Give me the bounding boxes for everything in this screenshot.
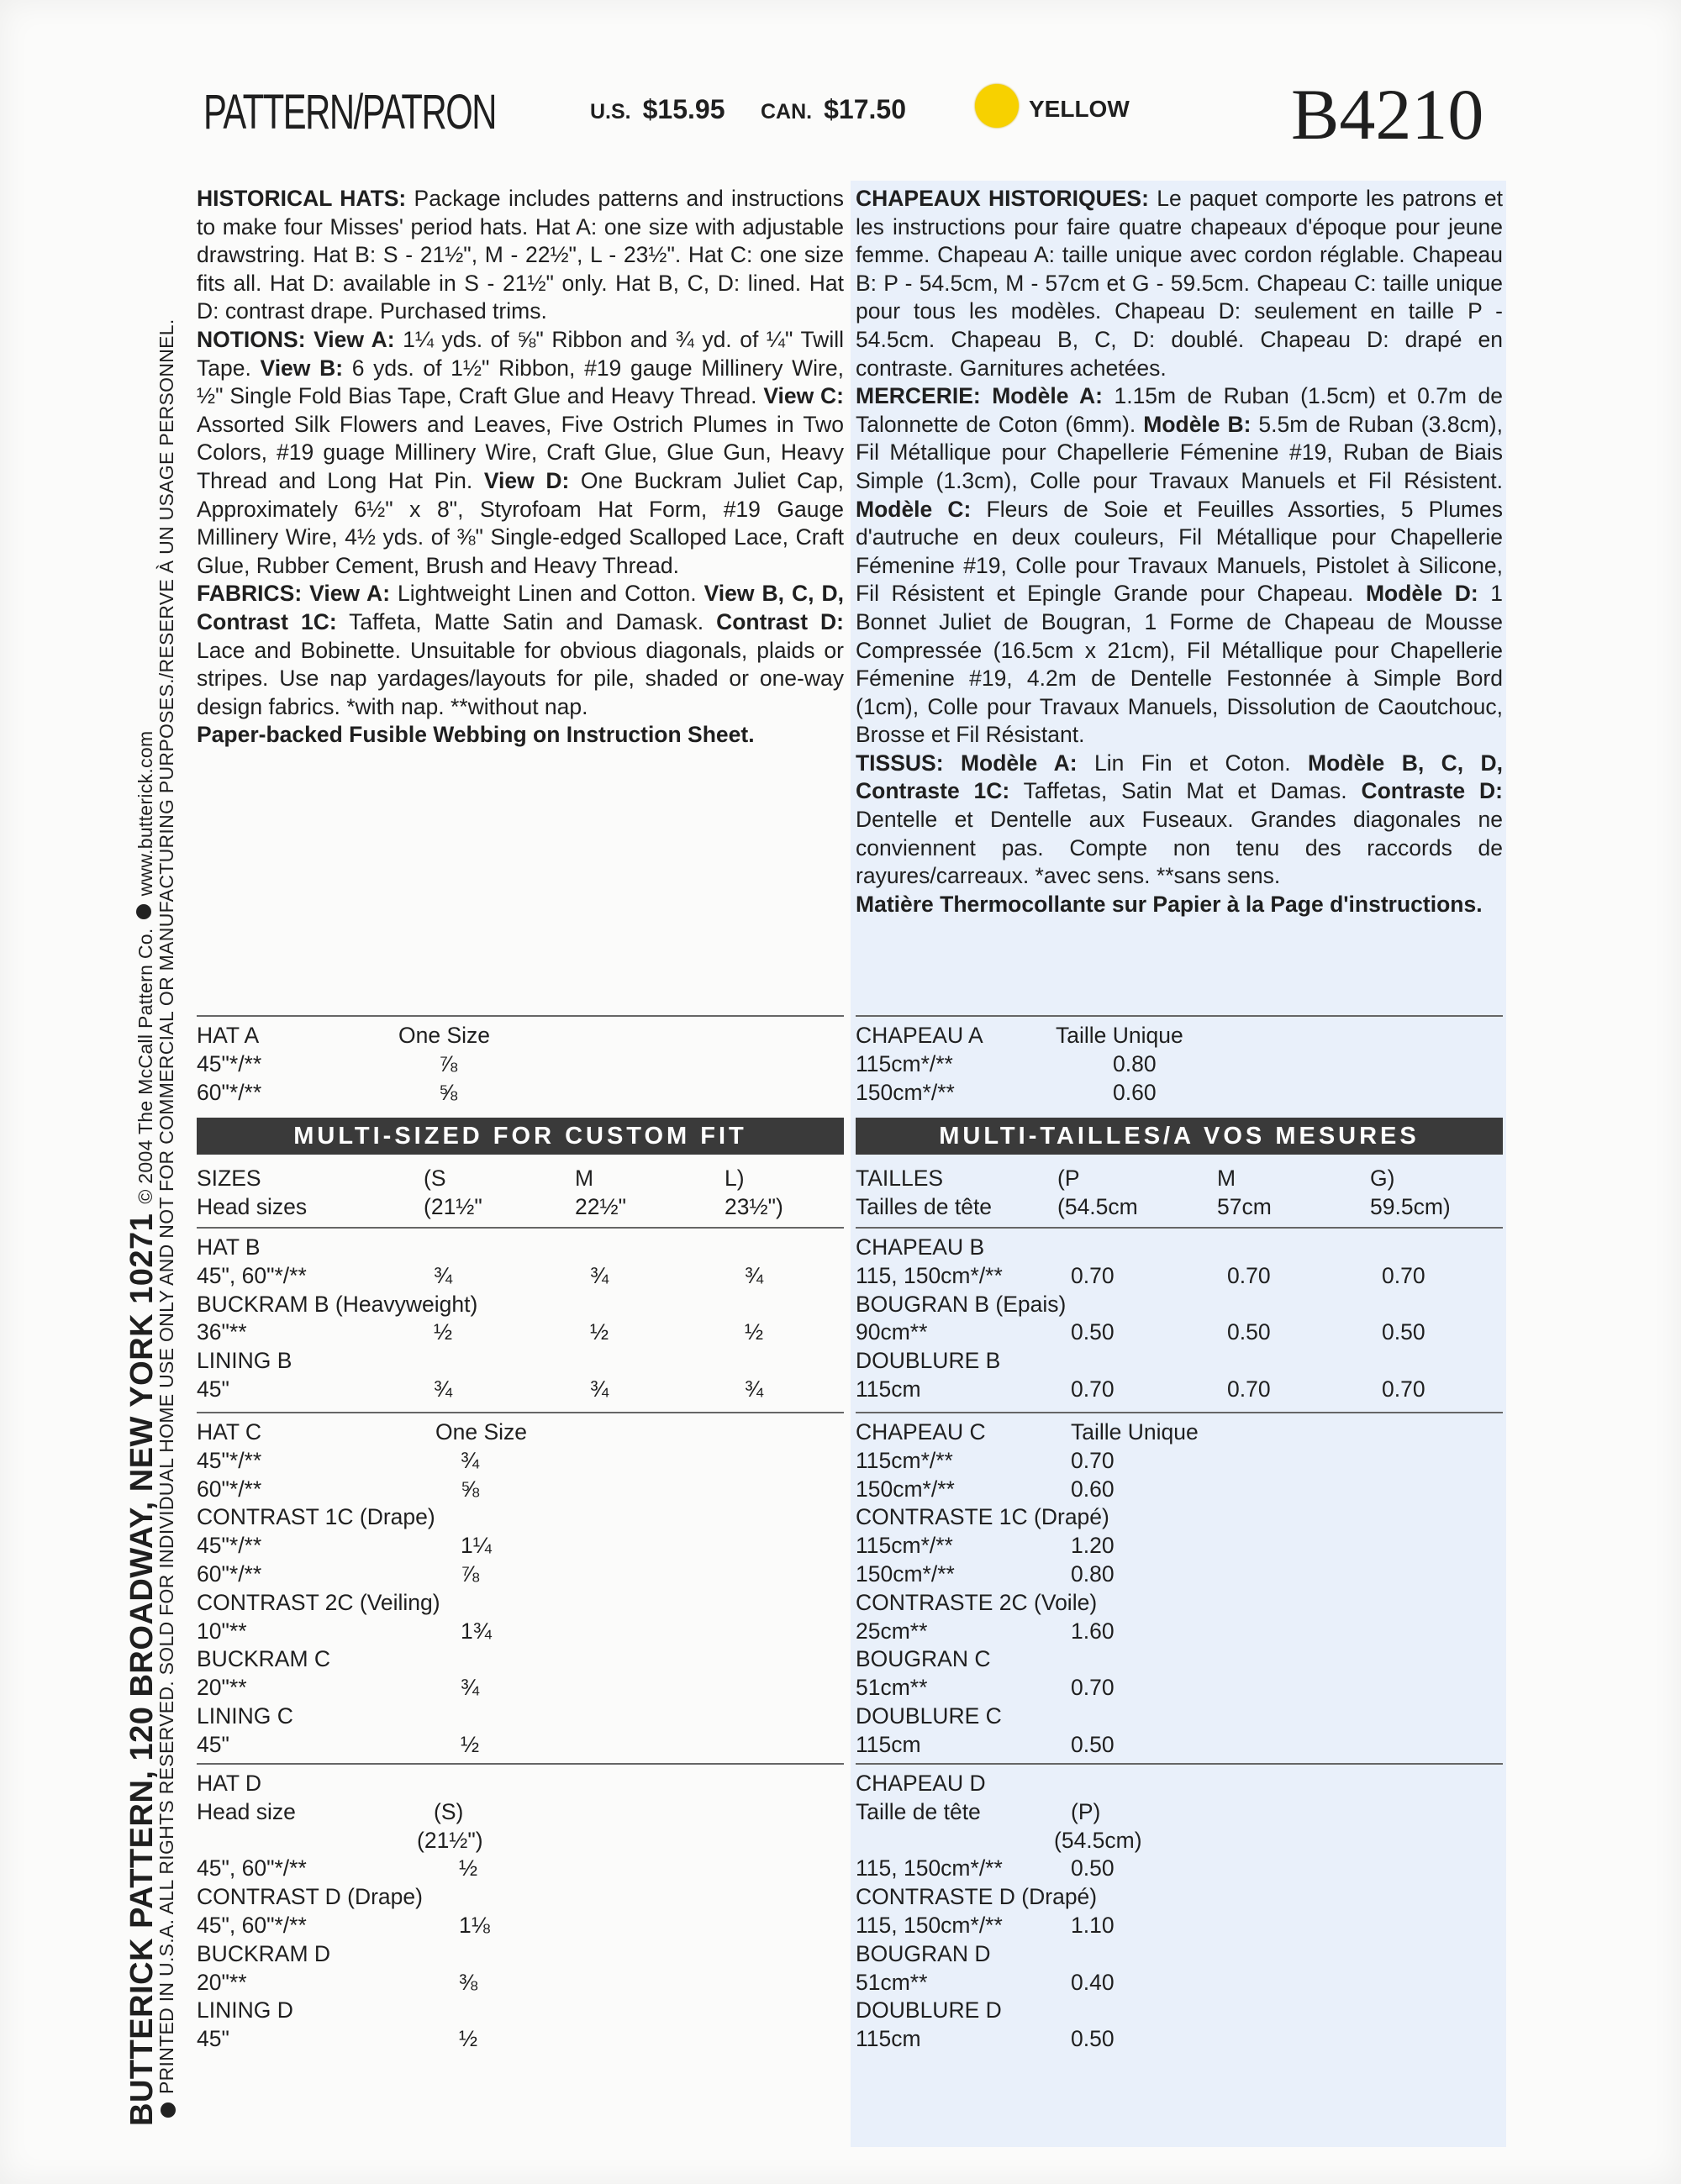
row-label: TAILLES — [856, 1166, 944, 1191]
row-value: ⅝ — [461, 1476, 480, 1502]
row-label: 60"*/** — [197, 1560, 262, 1587]
row-label: 115cm*/** — [856, 1533, 953, 1559]
side-legal — [155, 318, 178, 2126]
multi-tailles-band: MULTI-TAILLES/A VOS MESURES — [856, 1118, 1503, 1155]
english-description — [197, 185, 844, 750]
bullet-icon — [161, 2102, 176, 2118]
divider — [856, 1227, 1503, 1229]
row-value: Taille Unique — [1071, 1419, 1199, 1445]
row-label: 51cm** — [856, 1675, 928, 1701]
row-label: 45", 60"*/** — [197, 1855, 307, 1881]
row-value: 0.60 — [1113, 1079, 1157, 1105]
row-label: 45" — [197, 1731, 229, 1757]
row-value: (P) — [1071, 1798, 1101, 1824]
divider — [856, 1412, 1503, 1413]
thermocollante-note: Matière Thermocollante sur Papier à la Page d'instructions. — [856, 891, 1483, 917]
row-label: BOUGRAN B (Epais) — [856, 1291, 1067, 1317]
row-label: BOUGRAN D — [856, 1940, 991, 1966]
row-label: BOUGRAN C — [856, 1646, 991, 1672]
fabrics-paragraph: FABRICS: View A: Lightweight Linen and Cotton. View B, C, D, Contrast 1C: Taffeta, Matte Satin and Damask. Contrast D: Lace and Bobinette. Unsuitable for obvious diagonals, plaids or stripes. Use nap yardages/layouts for pile, shaded or one-way design fabrics. *with nap. **without nap. — [197, 581, 844, 719]
row-label: BUCKRAM B (Heavyweight) — [197, 1291, 478, 1317]
row-value: ¾ — [590, 1262, 609, 1288]
row-label: DOUBLURE B — [856, 1348, 1001, 1374]
row-value: ⅝ — [439, 1079, 458, 1105]
bullet-icon — [136, 904, 151, 919]
row-label: 150cm*/** — [856, 1476, 955, 1502]
row-value: ½ — [745, 1319, 764, 1345]
row-value: 1¾ — [461, 1618, 492, 1644]
row-value: ¾ — [745, 1376, 764, 1402]
row-label: 45"*/** — [197, 1447, 262, 1473]
side-url[interactable]: www.butterick.com — [134, 730, 156, 897]
row-value: G) — [1370, 1166, 1395, 1191]
row-label: 25cm** — [856, 1618, 928, 1644]
row-value: ¾ — [745, 1262, 764, 1288]
row-label: Head sizes — [197, 1193, 308, 1219]
row-label: 45" — [197, 1376, 229, 1402]
row-label: 60"*/** — [197, 1476, 262, 1502]
row-value: 1¼ — [461, 1533, 492, 1559]
color-name: YELLOW — [1029, 96, 1130, 122]
row-label: HAT D — [197, 1771, 262, 1796]
row-value: 0.50 — [1071, 1319, 1115, 1345]
row-label: BUCKRAM D — [197, 1940, 331, 1966]
row-label: 45", 60"*/** — [197, 1262, 307, 1288]
row-label: BUCKRAM C — [197, 1646, 331, 1672]
row-value: ⅞ — [439, 1050, 458, 1076]
us-price-value: $15.95 — [642, 94, 725, 124]
row-label: Head size — [197, 1798, 296, 1824]
row-label: CHAPEAU C — [856, 1419, 986, 1445]
row-label: CONTRASTE 2C (Voile) — [856, 1589, 1098, 1615]
historical-hats-paragraph: HISTORICAL HATS: Package includes patterns and instructions to make four Misses' period hats. Hat A: one size with adjustable drawstring. Hat B: S - 21½", M - 22½", L - 23½". Hat C: one size fits all. Hat D: available in S - 21½" only. Hat B, C, D: lined. Hat D: contrast drape. Purchased trims. — [197, 186, 844, 324]
mercerie-paragraph: MERCERIE: Modèle A: 1.15m de Ruban (1.5cm) et 0.7m de Talonnette de Coton (6mm). Modèle B: 5.5m de Ruban (3.8cm), Fil Métallique pour Chapellerie Fémenine #19, Ruban de Biais Simple (1.3cm), Colle pour Travaux Manuels et Fil Résistent. Modèle C: Fleurs de Soie et Feuilles Assorties, 5 Plumes d'autruche en deux couleurs, Fil Métallique pour Chapellerie Fémenine #19, Colle pour Travaux Manuels, Pistolet à Silicone, Fil Résistent et Epingle Grande pour Chapeau. Modèle D: 1 Bonnet Juliet de Bougran, 1 Forme de Chapeau de Mousse Compressée (16.5cm x 21cm), Fil Métallique pour Chapellerie Fémenine #19, 4.2m de Dentelle Festonnée à Simple Bord (1cm), Colle pour Travaux Manuels, Dissolution de Caoutchouc, Brosse et Fil Résistant. — [856, 383, 1503, 748]
row-label: 90cm** — [856, 1319, 928, 1345]
row-label: 51cm** — [856, 1969, 928, 1995]
row-value: Taille Unique — [1056, 1023, 1183, 1048]
side-address-text: BUTTERICK PATTERN, 120 BROADWAY, NEW YORK 10271 — [124, 1213, 160, 2126]
row-value: ¾ — [461, 1675, 480, 1701]
row-label: CHAPEAU D — [856, 1771, 986, 1796]
row-value: 22½" — [575, 1193, 626, 1219]
us-price — [590, 94, 725, 125]
row-label: 60"*/** — [197, 1079, 262, 1105]
divider — [197, 1412, 844, 1413]
row-label: 115cm — [856, 2026, 921, 2052]
row-value: 0.40 — [1071, 1969, 1115, 1995]
row-value: ½ — [434, 1319, 453, 1345]
french-description — [856, 185, 1503, 918]
row-value: 59.5cm) — [1370, 1193, 1451, 1219]
row-value: ¾ — [461, 1447, 480, 1473]
row-label: 45"*/** — [197, 1050, 262, 1076]
notions-paragraph: NOTIONS: View A: 1¼ yds. of ⅝" Ribbon and ¾ yd. of ¼" Twill Tape. View B: 6 yds. of 1½" Ribbon, #19 gauge Millinery Wire, ½" Single Fold Bias Tape, Craft Glue and Heavy Thread. View C: Assorted Silk Flowers and Leaves, Five Ostrich Plumes in Two Colors, #19 guage Millinery Wire, Craft Glue, Glue Gun, Heavy Thread and Long Hat Pin. View D: One Buckram Juliet Cap, Approximately 6½" x 8", Styrofoam Hat Form, #19 Gauge Millinery Wire, 4½ yds. of ⅜" Single-edged Scalloped Lace, Craft Glue, Rubber Cement, Brush and Heavy Thread. — [197, 326, 844, 578]
row-label: CHAPEAU B — [856, 1234, 985, 1260]
row-value: (P — [1057, 1166, 1080, 1191]
row-value: ½ — [459, 1855, 478, 1881]
row-value: ¾ — [590, 1376, 609, 1402]
row-label: 115, 150cm*/** — [856, 1855, 1003, 1881]
row-label: 36"** — [197, 1319, 247, 1345]
can-price — [761, 94, 906, 125]
row-label: HAT A — [197, 1023, 260, 1048]
tissus-paragraph: TISSUS: Modèle A: Lin Fin et Coton. Modèle B, C, D, Contraste 1C: Taffetas, Satin Mat et Damas. Contraste D: Dentelle et Dentelle aux Fuseaux. Grandes diagonales ne conviennent pas. Compte non tenu des raccords de rayures/carreaux. *avec sens. **sans sens. — [856, 750, 1503, 889]
row-value: 0.80 — [1113, 1050, 1157, 1076]
row-value: 0.50 — [1071, 1855, 1115, 1881]
pattern-number: B4210 — [1291, 74, 1484, 155]
row-label: HAT B — [197, 1234, 261, 1260]
row-value: 1⅛ — [459, 1912, 490, 1938]
row-value: 1.60 — [1071, 1618, 1115, 1644]
row-label: 45", 60"*/** — [197, 1912, 307, 1938]
row-value: (54.5cm — [1057, 1193, 1138, 1219]
row-label: 115cm — [856, 1376, 921, 1402]
row-label: 10"** — [197, 1618, 247, 1644]
row-value: M — [1217, 1166, 1236, 1191]
row-label: CONTRAST 1C (Drape) — [197, 1504, 435, 1530]
row-value: 0.70 — [1382, 1262, 1425, 1288]
row-label: 150cm*/** — [856, 1560, 955, 1587]
row-value: One Size — [398, 1023, 491, 1048]
row-value: ½ — [590, 1319, 609, 1345]
row-value: (S) — [434, 1798, 464, 1824]
row-value: 1.20 — [1071, 1533, 1115, 1559]
row-label: CONTRASTE 1C (Drapé) — [856, 1504, 1109, 1530]
row-value: (21½" — [424, 1193, 482, 1219]
row-value: ½ — [459, 2026, 478, 2052]
row-value: 23½") — [725, 1193, 783, 1219]
row-value: ½ — [461, 1731, 480, 1757]
divider — [856, 1763, 1503, 1765]
row-label: 20"** — [197, 1675, 247, 1701]
row-value: 0.70 — [1227, 1262, 1271, 1288]
row-label: CONTRASTE D (Drapé) — [856, 1884, 1098, 1910]
row-value: 0.70 — [1071, 1447, 1115, 1473]
row-label: 115cm*/** — [856, 1447, 953, 1473]
row-value: 0.80 — [1071, 1560, 1115, 1587]
row-label: DOUBLURE D — [856, 1997, 1002, 2023]
side-copyright: © 2004 The McCall Pattern Co. — [134, 928, 156, 1204]
row-value: (21½") — [417, 1827, 483, 1853]
row-value: 0.50 — [1071, 1731, 1115, 1757]
row-label: 45"*/** — [197, 1533, 262, 1559]
us-price-label: U.S. — [590, 100, 631, 124]
row-label: 20"** — [197, 1969, 247, 1995]
row-label: 115cm — [856, 1731, 921, 1757]
row-label: LINING C — [197, 1702, 293, 1729]
row-label: DOUBLURE C — [856, 1702, 1002, 1729]
row-value: (S — [424, 1166, 446, 1191]
multi-sized-band: MULTI-SIZED FOR CUSTOM FIT — [197, 1118, 844, 1155]
row-value: 0.70 — [1071, 1376, 1115, 1402]
row-value: 0.70 — [1382, 1376, 1425, 1402]
row-value: L) — [725, 1166, 745, 1191]
row-value: ⅞ — [461, 1560, 480, 1587]
row-label: 45" — [197, 2026, 229, 2052]
row-label: LINING B — [197, 1348, 292, 1374]
divider — [856, 1015, 1503, 1017]
row-label: 115, 150cm*/** — [856, 1912, 1003, 1938]
row-value: (54.5cm) — [1054, 1827, 1142, 1853]
can-price-value: $17.50 — [824, 94, 906, 124]
row-value: 0.70 — [1071, 1262, 1115, 1288]
row-value: ⅜ — [459, 1969, 478, 1995]
brand-title: PATTERN/PATRON — [203, 85, 496, 139]
row-value: ¾ — [434, 1262, 453, 1288]
row-value: 0.50 — [1071, 2026, 1115, 2052]
row-value: 0.70 — [1227, 1376, 1271, 1402]
fusible-note: Paper-backed Fusible Webbing on Instruction Sheet. — [197, 722, 755, 748]
row-value: 0.60 — [1071, 1476, 1115, 1502]
row-value: One Size — [435, 1419, 528, 1445]
row-label: 150cm*/** — [856, 1079, 955, 1105]
row-value: ¾ — [434, 1376, 453, 1402]
row-value: 0.50 — [1227, 1319, 1271, 1345]
row-label: 115cm*/** — [856, 1050, 953, 1076]
row-label: CONTRAST D (Drape) — [197, 1884, 423, 1910]
row-label: Tailles de tête — [856, 1193, 993, 1219]
side-legal-text: PRINTED IN U.S.A. ALL RIGHTS RESERVED. SOLD FOR INDIVIDUAL HOME USE ONLY AND NOT FOR COMMERCIAL OR MANUFACTURING PURPOSES./RESERVE À UN USAGE PERSONNEL. — [155, 318, 177, 2094]
row-value: 57cm — [1217, 1193, 1272, 1219]
yellow-color-dot — [975, 84, 1019, 128]
row-value: M — [575, 1166, 594, 1191]
divider — [197, 1227, 844, 1229]
can-price-label: CAN. — [761, 100, 813, 124]
divider — [197, 1015, 844, 1017]
row-label: 115, 150cm*/** — [856, 1262, 1003, 1288]
row-value: 0.70 — [1071, 1675, 1115, 1701]
row-label: CONTRAST 2C (Veiling) — [197, 1589, 440, 1615]
row-label: Taille de tête — [856, 1798, 981, 1824]
chapeaux-paragraph: CHAPEAUX HISTORIQUES: Le paquet comporte les patrons et les instructions pour faire quatre chapeaux d'époque pour jeune femme. Chapeau A: taille unique avec cordon réglable. Chapeau B: P - 54.5cm, M - 57cm et G - 59.5cm. Chapeau C: taille unique pour tous les modèles. Chapeau D: seulement en taille P - 54.5cm. Chapeau B, C, D: doublé. Chapeau D: drapé en contraste. Garnitures achetées. — [856, 186, 1503, 381]
row-label: CHAPEAU A — [856, 1023, 983, 1048]
row-label: HAT C — [197, 1419, 262, 1445]
divider — [197, 1763, 844, 1765]
row-value: 0.50 — [1382, 1319, 1425, 1345]
row-label: SIZES — [197, 1166, 261, 1191]
row-label: LINING D — [197, 1997, 293, 2023]
row-value: 1.10 — [1071, 1912, 1115, 1938]
